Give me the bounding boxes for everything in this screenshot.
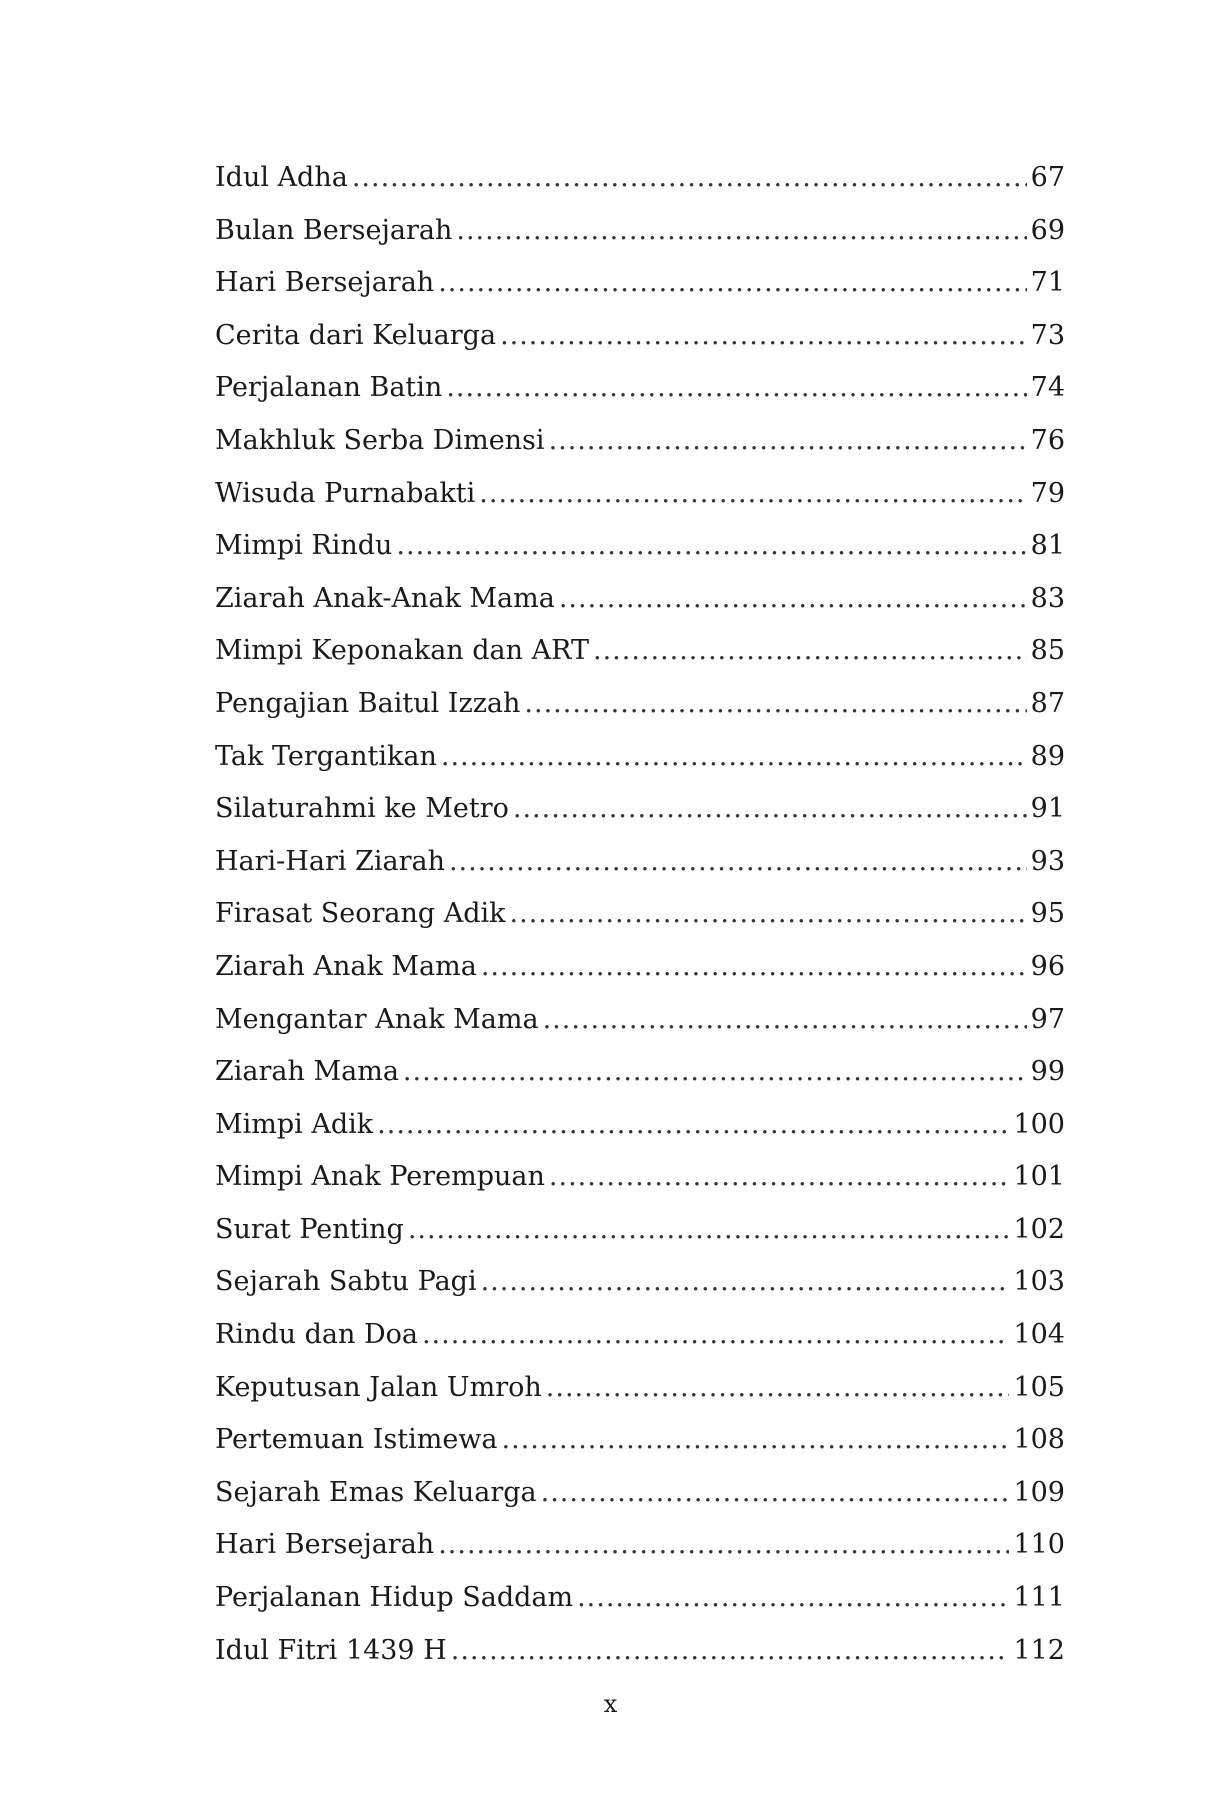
toc-entry-page-number: 105 [1013,1371,1065,1403]
dot-leader [441,731,1027,784]
dot-leader [446,362,1026,415]
dot-leader [541,1467,1010,1520]
toc-entry-page-number: 81 [1030,530,1065,562]
table-of-contents [215,152,1065,1677]
toc-entry-page-number: 102 [1013,1213,1065,1245]
toc-entry[interactable] [215,1099,1065,1152]
page-number-folio: x [603,1690,618,1718]
toc-entry-title: Hari Bersejarah [215,267,435,299]
toc-entry-page-number: 110 [1013,1529,1065,1561]
dot-leader [438,257,1026,310]
toc-entry-page-number: 74 [1030,372,1065,404]
toc-entry[interactable] [215,362,1065,415]
toc-entry[interactable] [215,152,1065,205]
dot-leader [451,1625,1010,1678]
toc-entry-title: Silaturahmi ke Metro [215,793,509,825]
toc-entry-page-number: 111 [1013,1582,1065,1614]
toc-entry[interactable] [215,1151,1065,1204]
toc-entry-page-number: 71 [1030,267,1065,299]
toc-entry[interactable] [215,257,1065,310]
toc-entry-title: Cerita dari Keluarga [215,319,497,351]
toc-entry-page-number: 108 [1013,1424,1065,1456]
toc-entry-page-number: 95 [1030,898,1065,930]
toc-entry[interactable] [215,783,1065,836]
toc-entry-page-number: 112 [1013,1634,1065,1666]
toc-entry[interactable] [215,1625,1065,1678]
toc-entry[interactable] [215,468,1065,521]
dot-leader [422,1309,1009,1362]
toc-entry-page-number: 87 [1030,687,1065,719]
dot-leader [593,625,1027,678]
dot-leader [456,205,1026,258]
toc-entry-page-number: 103 [1013,1266,1065,1298]
dot-leader [549,1151,1010,1204]
toc-entry[interactable] [215,1256,1065,1309]
toc-entry-page-number: 73 [1030,319,1065,351]
toc-entry-title: Hari-Hari Ziarah [215,845,445,877]
toc-entry-page-number: 101 [1013,1161,1065,1193]
toc-entry[interactable] [215,888,1065,941]
toc-entry-title: Mimpi Adik [215,1108,374,1140]
toc-entry-page-number: 99 [1030,1056,1065,1088]
dot-leader [438,1519,1009,1572]
dot-leader [502,1414,1010,1467]
toc-entry-page-number: 100 [1013,1108,1065,1140]
toc-entry[interactable] [215,994,1065,1047]
dot-leader [396,520,1026,573]
dot-leader [524,678,1026,731]
toc-entry[interactable] [215,731,1065,784]
toc-entry-title: Idul Fitri 1439 H [215,1634,447,1666]
toc-entry-page-number: 85 [1030,635,1065,667]
toc-entry-title: Makhluk Serba Dimensi [215,424,545,456]
toc-entry-page-number: 76 [1030,424,1065,456]
toc-entry[interactable] [215,1204,1065,1257]
toc-entry-title: Tak Tergantikan [215,740,437,772]
dot-leader [449,836,1027,889]
toc-entry-page-number: 109 [1013,1476,1065,1508]
toc-entry[interactable] [215,941,1065,994]
toc-entry[interactable] [215,1572,1065,1625]
toc-entry[interactable] [215,1046,1065,1099]
toc-entry-page-number: 69 [1030,214,1065,246]
toc-entry-title: Rindu dan Doa [215,1319,418,1351]
toc-entry-title: Surat Penting [215,1213,404,1245]
dot-leader [479,468,1026,521]
toc-entry-page-number: 93 [1030,845,1065,877]
toc-entry-page-number: 97 [1030,1003,1065,1035]
toc-entry-title: Idul Adha [215,162,348,193]
toc-entry-title: Ziarah Anak-Anak Mama [215,582,555,614]
toc-entry[interactable] [215,573,1065,626]
toc-entry-title: Keputusan Jalan Umroh [215,1371,542,1403]
toc-entry-page-number: 91 [1030,793,1065,825]
toc-entry[interactable] [215,1467,1065,1520]
dot-leader [577,1572,1009,1625]
toc-entry-title: Perjalanan Hidup Saddam [215,1582,574,1614]
toc-entry-page-number: 96 [1030,950,1065,982]
dot-leader [500,310,1027,363]
dot-leader [513,783,1027,836]
toc-entry-title: Bulan Bersejarah [215,214,453,246]
toc-entry[interactable] [215,625,1065,678]
toc-entry-title: Mimpi Rindu [215,530,393,562]
dot-leader [546,1362,1010,1415]
toc-entry-title: Ziarah Mama [215,1056,399,1088]
toc-entry[interactable] [215,1362,1065,1415]
dot-leader [543,994,1027,1047]
toc-entry-title: Mimpi Anak Perempuan [215,1161,545,1193]
dot-leader [481,941,1027,994]
dot-leader [377,1099,1009,1152]
dot-leader [549,415,1027,468]
toc-entry-title: Sejarah Emas Keluarga [215,1476,537,1508]
toc-entry-page-number: 79 [1030,477,1065,509]
toc-entry[interactable] [215,310,1065,363]
dot-leader [481,1256,1010,1309]
toc-entry[interactable] [215,1414,1065,1467]
dot-leader [352,152,1027,205]
dot-leader [408,1204,1010,1257]
toc-entry-page-number: 89 [1030,740,1065,772]
toc-entry[interactable] [215,836,1065,889]
toc-entry-title: Ziarah Anak Mama [215,950,477,982]
toc-entry-title: Pertemuan Istimewa [215,1424,498,1456]
toc-entry-title: Pengajian Baitul Izzah [215,687,521,719]
toc-entry-title: Mimpi Keponakan dan ART [215,635,589,667]
toc-entry-title: Firasat Seorang Adik [215,898,506,930]
toc-entry-title: Mengantar Anak Mama [215,1003,539,1035]
toc-entry[interactable] [215,678,1065,731]
toc-entry[interactable] [215,415,1065,468]
toc-entry-title: Sejarah Sabtu Pagi [215,1266,477,1298]
toc-entry-page-number: 67 [1030,162,1065,193]
dot-leader [510,888,1027,941]
toc-entry-title: Perjalanan Batin [215,372,443,404]
toc-entry[interactable] [215,520,1065,573]
toc-entry[interactable] [215,205,1065,258]
toc-entry-page-number: 104 [1013,1319,1065,1351]
toc-entry-title: Wisuda Purnabakti [215,477,476,509]
toc-entry-title: Hari Bersejarah [215,1529,435,1561]
dot-leader [403,1046,1027,1099]
toc-entry-page-number: 83 [1030,582,1065,614]
toc-entry[interactable] [215,1519,1065,1572]
toc-entry[interactable] [215,1309,1065,1362]
dot-leader [559,573,1027,626]
